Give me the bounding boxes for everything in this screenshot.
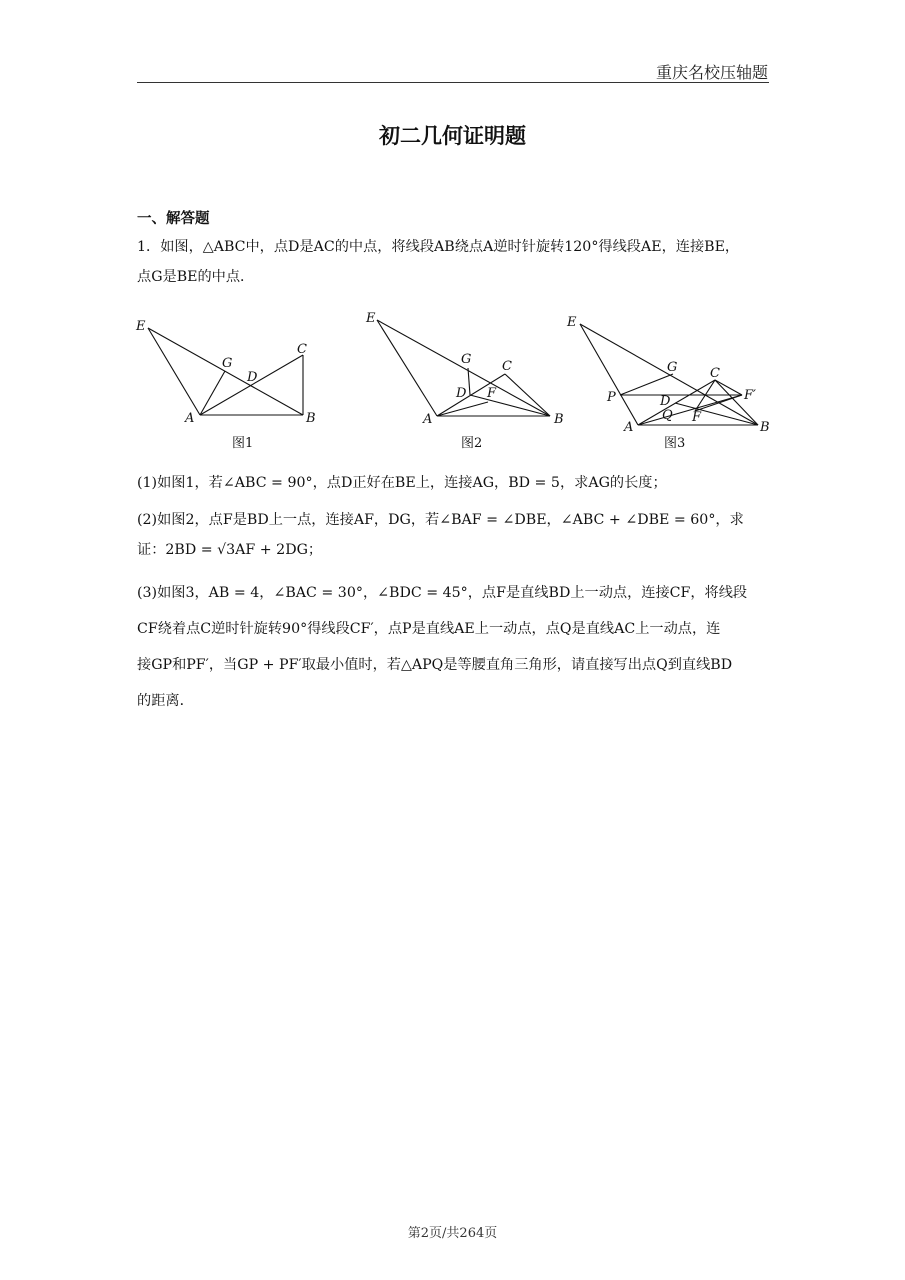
section-heading: 一、解答题	[137, 211, 210, 227]
fig2-label-E: E	[366, 311, 376, 326]
intro-line-1: 如图，△ABC中，点D是AC的中点，将线段AB绕点A逆时针旋转120°得线段AE，连接BE，	[160, 239, 740, 255]
header-rule	[137, 82, 769, 83]
fig1-caption: 图1	[232, 436, 254, 451]
part1-line: (1)如图1，若∠ABC = 90°，点D正好在BE上，连接AG，BD = 5，求AG的长度；	[137, 475, 667, 491]
question-intro	[137, 232, 769, 292]
header-title: 重庆名校压轴题	[655, 63, 768, 82]
fig3-label-D: D	[660, 394, 671, 409]
intro-line-2: 点G是BE的中点．	[137, 269, 255, 285]
fig3-caption: 图3	[664, 436, 686, 451]
fig1-label-G: G	[222, 356, 233, 371]
fig1-label-D: D	[247, 370, 258, 385]
figures-row	[130, 305, 780, 465]
fig3-label-G: G	[667, 360, 678, 375]
fig3-label-F: F	[692, 410, 702, 425]
fig3-label-C: C	[710, 366, 720, 381]
part3-line-3: 接GP和PF′，当GP + PF′取最小值时，若△APQ是等腰直角三角形，请直接写出点Q到直线BD	[137, 657, 733, 673]
figure-1	[148, 328, 303, 415]
fig2-label-G: G	[461, 352, 472, 367]
question-part-1	[137, 468, 769, 498]
question-part-2	[137, 505, 769, 565]
document-title: 初二几何证明题	[379, 124, 526, 148]
part3-line-4: 的距离．	[137, 693, 194, 709]
part3-line-2: CF绕着点C逆时针旋转90°得线段CF′，点P是直线AE上一动点，点Q是直线AC上一动点，连	[137, 621, 721, 637]
fig3-label-E: E	[567, 315, 577, 330]
fig1-label-C: C	[297, 342, 307, 357]
fig3-label-B: B	[760, 420, 770, 435]
fig2-label-A: A	[423, 412, 433, 427]
fig3-label-F-prime: F′	[744, 388, 756, 403]
question-number: 1．	[137, 239, 161, 255]
figure-2	[377, 320, 550, 416]
fig1-label-A: A	[185, 411, 195, 426]
fig2-caption: 图2	[461, 436, 483, 451]
fig2-label-B: B	[554, 412, 564, 427]
part3-line-1: (3)如图3，AB = 4，∠BAC = 30°，∠BDC = 45°，点F是直线BD上一动点，连接CF，将线段	[137, 585, 748, 601]
fig2-label-F: F	[487, 386, 497, 401]
part2-line-1: (2)如图2，点F是BD上一点，连接AF，DG，若∠BAF = ∠DBE，∠ABC + ∠DBE = 60°，求	[137, 512, 744, 528]
fig3-label-A: A	[624, 420, 634, 435]
fig1-label-B: B	[306, 411, 316, 426]
fig1-label-E: E	[136, 319, 146, 334]
page-footer: 第2页/共264页	[407, 1226, 498, 1241]
part2-line-2: 证：2BD = √3AF + 2DG；	[137, 542, 323, 558]
question-part-3	[137, 575, 769, 719]
fig2-label-D: D	[456, 386, 467, 401]
fig2-label-C: C	[502, 359, 512, 374]
fig3-label-P: P	[607, 390, 616, 405]
fig3-label-Q: Q	[662, 408, 673, 423]
